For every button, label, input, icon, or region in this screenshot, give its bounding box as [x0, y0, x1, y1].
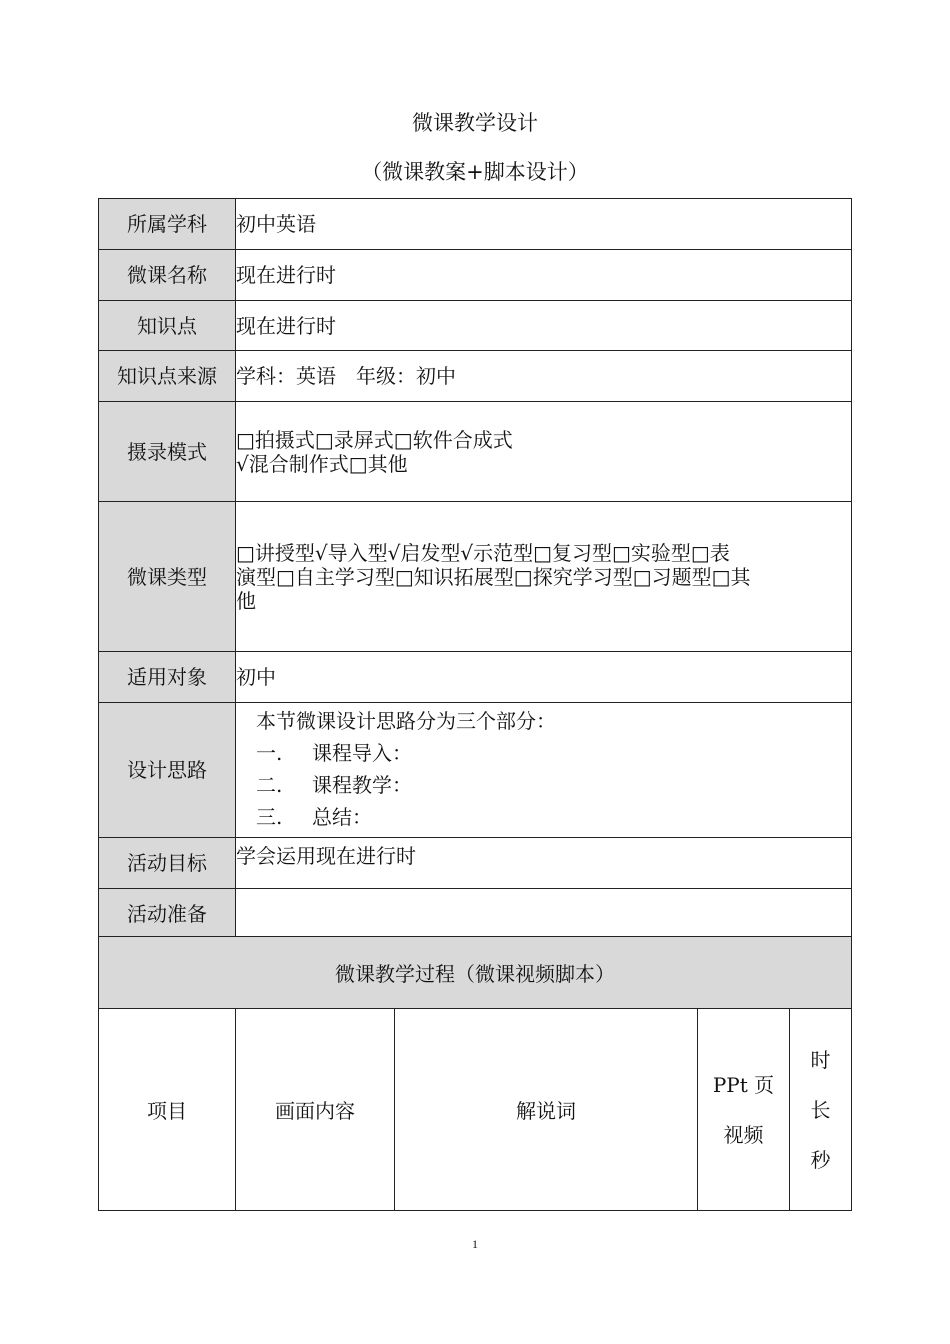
design-list [236, 703, 851, 837]
col-header-narration: 解说词 [395, 1009, 698, 1211]
row-source [99, 351, 852, 402]
value-prep [236, 889, 852, 940]
script-heading-row [99, 937, 852, 1009]
value-knowledge: 现在进行时 [236, 301, 852, 351]
duration-char-2: 长 [810, 1097, 831, 1122]
label-name: 微课名称 [99, 250, 236, 301]
design-item-text: 课程教学： [312, 773, 412, 797]
col-header-ppt [698, 1009, 790, 1211]
design-item [256, 737, 851, 769]
value-name: 现在进行时 [236, 250, 852, 301]
value-audience: 初中 [236, 652, 852, 703]
ppt-label-line2: 视频 [723, 1122, 764, 1147]
label-goal: 活动目标 [99, 838, 236, 889]
label-prep: 活动准备 [99, 889, 236, 940]
type-options-line3: 他 [236, 588, 256, 613]
row-type [99, 502, 852, 652]
value-design [236, 703, 852, 838]
duration-char-3: 秒 [810, 1147, 831, 1172]
row-design [99, 703, 852, 838]
recording-options-line1: □拍摄式□录屏式□软件合成式 [236, 427, 513, 452]
label-recording: 摄录模式 [99, 402, 236, 502]
recording-options-line2: √混合制作式□其他 [236, 451, 408, 476]
script-header-row [99, 1009, 852, 1211]
duration-char-1: 时 [810, 1047, 831, 1072]
ppt-label-line1: PPt 页 [712, 1072, 775, 1097]
col-header-content: 画面内容 [236, 1009, 395, 1211]
row-subject [99, 199, 852, 250]
design-item-number: 一. [256, 741, 283, 765]
label-audience: 适用对象 [99, 652, 236, 703]
row-audience [99, 652, 852, 703]
video-script-table [98, 936, 852, 1211]
design-item-number: 三. [256, 805, 283, 829]
col-header-item: 项目 [99, 1009, 236, 1211]
value-subject: 初中英语 [236, 199, 852, 250]
row-recording [99, 402, 852, 502]
document-subtitle: （微课教案+脚本设计） [361, 160, 589, 184]
label-type: 微课类型 [99, 502, 236, 652]
type-options-line1: □讲授型√导入型√启发型√示范型□复习型□实验型□表 [236, 540, 730, 565]
design-item-text: 课程导入： [312, 741, 412, 765]
design-item-text: 总结： [312, 805, 372, 829]
label-design: 设计思路 [99, 703, 236, 838]
lesson-info-table [98, 198, 852, 940]
value-recording [236, 402, 852, 502]
value-type [236, 502, 852, 652]
design-item [256, 769, 851, 801]
row-name [99, 250, 852, 301]
row-knowledge [99, 301, 852, 351]
label-subject: 所属学科 [99, 199, 236, 250]
design-item-number: 二. [256, 773, 283, 797]
document-title: 微课教学设计 [412, 111, 538, 135]
col-header-duration [790, 1009, 852, 1211]
design-intro: 本节微课设计思路分为三个部分： [256, 709, 556, 733]
value-goal: 学会运用现在进行时 [236, 838, 852, 889]
value-source: 学科：英语 年级：初中 [236, 351, 852, 402]
label-source: 知识点来源 [99, 351, 236, 402]
row-prep [99, 889, 852, 940]
type-options-line2: 演型□自主学习型□知识拓展型□探究学习型□习题型□其 [236, 564, 751, 589]
design-item [256, 801, 851, 833]
row-goal [99, 838, 852, 889]
script-heading: 微课教学过程（微课视频脚本） [99, 937, 852, 1009]
label-knowledge: 知识点 [99, 301, 236, 351]
page-number: 1 [472, 1237, 478, 1251]
